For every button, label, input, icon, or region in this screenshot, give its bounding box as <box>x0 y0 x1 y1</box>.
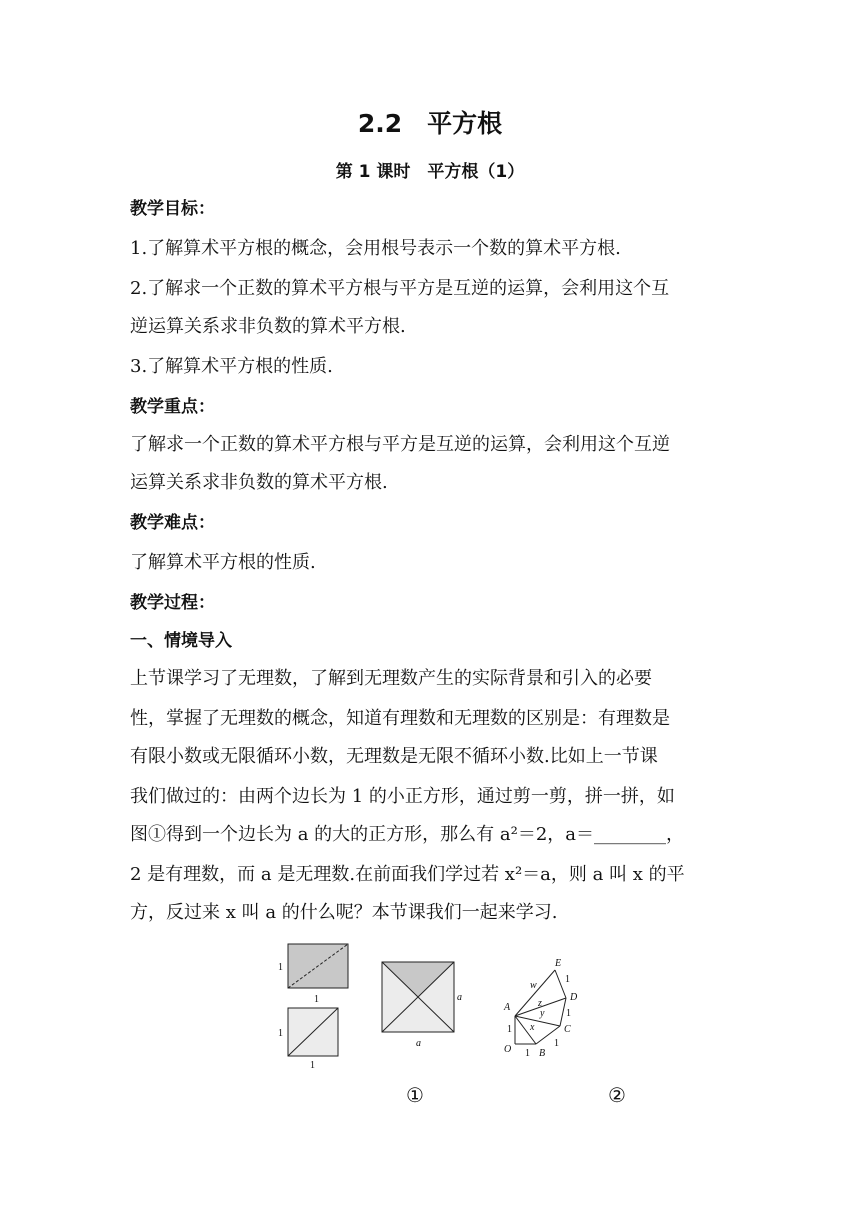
svg-text:x: x <box>530 1022 535 1033</box>
key-line: 了解求一个正数的算术平方根与平方是互逆的运算，会利用这个互逆 <box>130 434 670 455</box>
goal-line: 逆运算关系求非负数的算术平方根. <box>130 316 406 337</box>
side-label: 1 <box>314 994 319 1005</box>
svg-text:A: A <box>504 1002 511 1013</box>
goals-heading: 教学目标： <box>130 199 215 219</box>
goal-line: 1.了解算术平方根的概念，会用根号表示一个数的算术平方根. <box>130 238 621 259</box>
side-label: 1 <box>278 1028 283 1039</box>
figure-caption-1: ① <box>406 1083 424 1107</box>
key-heading: 教学重点： <box>130 397 215 417</box>
side-label-a: a <box>457 992 462 1003</box>
figure-caption-2: ② <box>608 1083 626 1107</box>
intro-heading: 一、情境导入 <box>130 631 232 651</box>
svg-text:1: 1 <box>566 1008 571 1019</box>
process-heading: 教学过程： <box>130 593 215 613</box>
svg-text:C: C <box>564 1024 571 1035</box>
difficulty-heading: 教学难点： <box>130 513 215 533</box>
side-label: 1 <box>278 962 283 973</box>
page-title: 2.2 平方根 <box>357 109 503 138</box>
intro-line: 上节课学习了无理数，了解到无理数产生的实际背景和引入的必要 <box>130 668 652 689</box>
svg-text:y: y <box>540 1008 545 1019</box>
bottom-label-a: a <box>416 1038 421 1049</box>
key-line: 运算关系求非负数的算术平方根. <box>130 472 388 493</box>
svg-text:E: E <box>555 958 562 969</box>
intro-line: 有限小数或无限循环小数，无理数是无限不循环小数.比如上一节课 <box>130 746 658 767</box>
svg-text:B: B <box>539 1048 546 1059</box>
lesson-subtitle: 第 1 课时 平方根（1） <box>335 162 525 182</box>
side-label: 1 <box>310 1060 315 1070</box>
svg-text:O: O <box>504 1044 512 1055</box>
goal-line: 3.了解算术平方根的性质. <box>130 356 333 377</box>
intro-line: 图①得到一个边长为 a 的大的正方形，那么有 a²＝2，a＝________， <box>130 824 685 845</box>
intro-line: 方，反过来 x 叫 a 的什么呢？本节课我们一起来学习. <box>130 902 558 923</box>
svg-text:1: 1 <box>525 1048 530 1059</box>
svg-text:z: z <box>538 998 542 1009</box>
svg-text:1: 1 <box>554 1038 559 1049</box>
svg-text:1: 1 <box>507 1024 512 1035</box>
difficulty-line: 了解算术平方根的性质. <box>130 552 316 573</box>
goal-line: 2.了解求一个正数的算术平方根与平方是互逆的运算，会利用这个互 <box>130 278 670 299</box>
intro-line: 性，掌握了无理数的概念，知道有理数和无理数的区别是：有理数是 <box>130 708 670 729</box>
intro-line: 2 是有理数，而 a 是无理数.在前面我们学过若 x²＝a，则 a 叫 x 的平 <box>130 864 685 885</box>
svg-text:w: w <box>530 980 537 991</box>
intro-line: 我们做过的：由两个边长为 1 的小正方形，通过剪一剪，拼一拼，如 <box>130 786 675 807</box>
figure-squares-and-spiral <box>270 940 610 1070</box>
svg-text:1: 1 <box>565 974 570 985</box>
svg-text:D: D <box>570 992 578 1003</box>
